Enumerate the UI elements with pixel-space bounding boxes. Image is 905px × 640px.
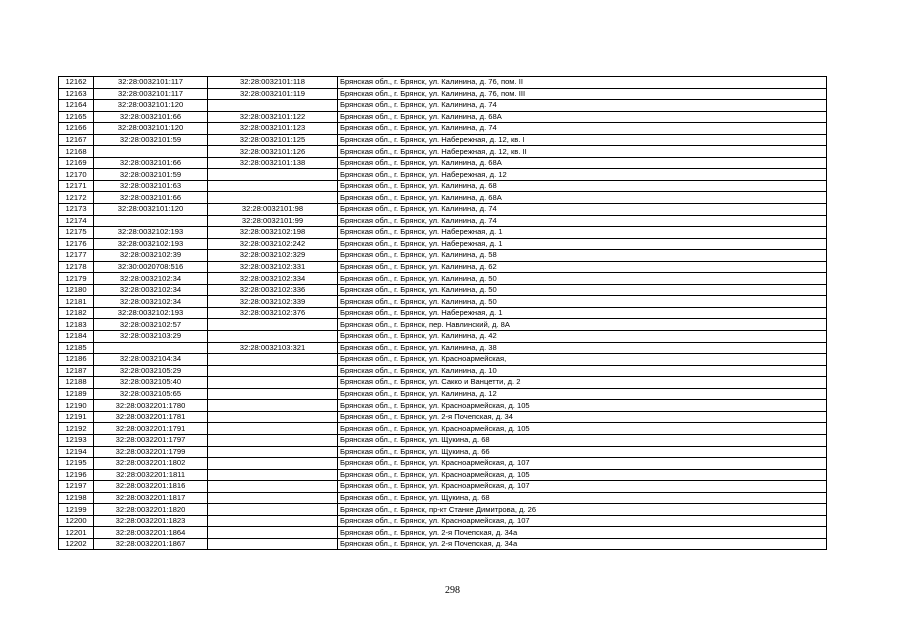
object-cadastral-number-cell: 32:28:0032101:118 — [208, 77, 338, 89]
address-cell: Брянская обл., г. Брянск, ул. Калинина, д. 50 — [338, 273, 827, 285]
table-row — [59, 307, 827, 319]
row-number-cell: 12182 — [59, 307, 94, 319]
address-cell: Брянская обл., г. Брянск, ул. Калинина, д. 58 — [338, 250, 827, 262]
cadastral-number-cell: 32:28:0032201:1797 — [94, 434, 208, 446]
table-row — [59, 123, 827, 135]
cadastral-number-cell: 32:28:0032102:34 — [94, 273, 208, 285]
object-cadastral-number-cell — [208, 365, 338, 377]
address-cell: Брянская обл., г. Брянск, ул. Калинина, д. 74 — [338, 100, 827, 112]
cadastral-number-cell: 32:28:0032201:1864 — [94, 527, 208, 539]
row-number-cell: 12167 — [59, 134, 94, 146]
table-row — [59, 423, 827, 435]
cadastral-number-cell: 32:28:0032101:117 — [94, 88, 208, 100]
cadastral-number-cell: 32:28:0032101:59 — [94, 169, 208, 181]
row-number-cell: 12172 — [59, 192, 94, 204]
cadastral-number-cell: 32:28:0032101:66 — [94, 192, 208, 204]
row-number-cell: 12188 — [59, 377, 94, 389]
row-number-cell: 12162 — [59, 77, 94, 89]
table-row — [59, 446, 827, 458]
table-row — [59, 146, 827, 158]
cadastral-number-cell: 32:28:0032201:1816 — [94, 481, 208, 493]
row-number-cell: 12175 — [59, 227, 94, 239]
row-number-cell: 12193 — [59, 434, 94, 446]
row-number-cell: 12191 — [59, 411, 94, 423]
row-number-cell: 12187 — [59, 365, 94, 377]
address-cell: Брянская обл., г. Брянск, ул. Калинина, д. 62 — [338, 261, 827, 273]
cadastral-number-cell: 32:28:0032201:1781 — [94, 411, 208, 423]
cadastral-number-cell: 32:28:0032105:65 — [94, 388, 208, 400]
row-number-cell: 12192 — [59, 423, 94, 435]
cadastral-number-cell: 32:28:0032101:66 — [94, 111, 208, 123]
address-cell: Брянская обл., г. Брянск, ул. Красноармейская, — [338, 354, 827, 366]
row-number-cell: 12199 — [59, 504, 94, 516]
object-cadastral-number-cell — [208, 446, 338, 458]
row-number-cell: 12200 — [59, 515, 94, 527]
object-cadastral-number-cell: 32:28:0032102:336 — [208, 284, 338, 296]
cadastral-number-cell: 32:28:0032103:29 — [94, 331, 208, 343]
row-number-cell: 12201 — [59, 527, 94, 539]
address-cell: Брянская обл., г. Брянск, ул. Красноармейская, д. 107 — [338, 515, 827, 527]
table-row — [59, 227, 827, 239]
cadastral-number-cell: 32:28:0032105:29 — [94, 365, 208, 377]
page-number: 298 — [445, 585, 460, 596]
address-cell: Брянская обл., г. Брянск, пр-кт Станке Димитрова, д. 26 — [338, 504, 827, 516]
table-row — [59, 88, 827, 100]
cadastral-number-cell: 32:28:0032201:1780 — [94, 400, 208, 412]
table-row — [59, 77, 827, 89]
object-cadastral-number-cell — [208, 527, 338, 539]
cadastral-number-cell: 32:28:0032105:40 — [94, 377, 208, 389]
object-cadastral-number-cell: 32:28:0032101:126 — [208, 146, 338, 158]
row-number-cell: 12190 — [59, 400, 94, 412]
object-cadastral-number-cell: 32:28:0032103:321 — [208, 342, 338, 354]
row-number-cell: 12195 — [59, 458, 94, 470]
row-number-cell: 12178 — [59, 261, 94, 273]
table-row — [59, 134, 827, 146]
row-number-cell: 12196 — [59, 469, 94, 481]
object-cadastral-number-cell — [208, 434, 338, 446]
row-number-cell: 12189 — [59, 388, 94, 400]
address-cell: Брянская обл., г. Брянск, ул. Набережная, д. 12 — [338, 169, 827, 181]
cadastral-number-cell: 32:28:0032102:193 — [94, 227, 208, 239]
object-cadastral-number-cell — [208, 458, 338, 470]
object-cadastral-number-cell: 32:28:0032102:331 — [208, 261, 338, 273]
table-row — [59, 492, 827, 504]
row-number-cell: 12181 — [59, 296, 94, 308]
cadastral-number-cell: 32:28:0032201:1823 — [94, 515, 208, 527]
object-cadastral-number-cell: 32:28:0032101:119 — [208, 88, 338, 100]
cadastral-number-cell: 32:28:0032201:1820 — [94, 504, 208, 516]
table-row — [59, 481, 827, 493]
object-cadastral-number-cell: 32:28:0032101:123 — [208, 123, 338, 135]
row-number-cell: 12194 — [59, 446, 94, 458]
cadastral-number-cell — [94, 146, 208, 158]
address-cell: Брянская обл., г. Брянск, ул. Калинина, д. 74 — [338, 215, 827, 227]
address-cell: Брянская обл., г. Брянск, пер. Навлинский, д. 8А — [338, 319, 827, 331]
address-cell: Брянская обл., г. Брянск, ул. Красноармейская, д. 105 — [338, 400, 827, 412]
table-row — [59, 411, 827, 423]
object-cadastral-number-cell: 32:28:0032102:242 — [208, 238, 338, 250]
object-cadastral-number-cell: 32:28:0032101:125 — [208, 134, 338, 146]
row-number-cell: 12174 — [59, 215, 94, 227]
registry-table-body — [59, 77, 827, 550]
address-cell: Брянская обл., г. Брянск, ул. Калинина, д. 68 — [338, 180, 827, 192]
table-row — [59, 458, 827, 470]
cadastral-number-cell: 32:28:0032101:66 — [94, 157, 208, 169]
address-cell: Брянская обл., г. Брянск, ул. Калинина, д. 50 — [338, 296, 827, 308]
table-row — [59, 434, 827, 446]
address-cell: Брянская обл., г. Брянск, ул. 2-я Почепская, д. 34а — [338, 527, 827, 539]
address-cell: Брянская обл., г. Брянск, ул. Калинина, д. 50 — [338, 284, 827, 296]
table-row — [59, 192, 827, 204]
cadastral-number-cell: 32:28:0032102:193 — [94, 238, 208, 250]
table-row — [59, 400, 827, 412]
address-cell: Брянская обл., г. Брянск, ул. Сакко и Ванцетти, д. 2 — [338, 377, 827, 389]
address-cell: Брянская обл., г. Брянск, ул. Калинина, д. 74 — [338, 123, 827, 135]
object-cadastral-number-cell: 32:28:0032102:376 — [208, 307, 338, 319]
address-cell: Брянская обл., г. Брянск, ул. Калинина, д. 10 — [338, 365, 827, 377]
cadastral-number-cell: 32:28:0032201:1802 — [94, 458, 208, 470]
cadastral-number-cell: 32:30:0020708:516 — [94, 261, 208, 273]
row-number-cell: 12170 — [59, 169, 94, 181]
table-row — [59, 538, 827, 550]
cadastral-number-cell: 32:28:0032101:120 — [94, 123, 208, 135]
address-cell: Брянская обл., г. Брянск, ул. Калинина, д. 76, пом. II — [338, 77, 827, 89]
cadastral-number-cell: 32:28:0032201:1791 — [94, 423, 208, 435]
address-cell: Брянская обл., г. Брянск, ул. Набережная, д. 1 — [338, 227, 827, 239]
table-row — [59, 215, 827, 227]
table-row — [59, 157, 827, 169]
cadastral-number-cell — [94, 215, 208, 227]
table-row — [59, 111, 827, 123]
row-number-cell: 12185 — [59, 342, 94, 354]
object-cadastral-number-cell — [208, 469, 338, 481]
row-number-cell: 12168 — [59, 146, 94, 158]
cadastral-number-cell: 32:28:0032102:39 — [94, 250, 208, 262]
address-cell: Брянская обл., г. Брянск, ул. 2-я Почепская, д. 34 — [338, 411, 827, 423]
address-cell: Брянская обл., г. Брянск, ул. Щукина, д. 68 — [338, 434, 827, 446]
cadastral-number-cell: 32:28:0032101:120 — [94, 100, 208, 112]
row-number-cell: 12202 — [59, 538, 94, 550]
table-row — [59, 515, 827, 527]
table-row — [59, 377, 827, 389]
address-cell: Брянская обл., г. Брянск, ул. Красноармейская, д. 107 — [338, 481, 827, 493]
address-cell: Брянская обл., г. Брянск, ул. Калинина, д. 68А — [338, 157, 827, 169]
cadastral-registry-table — [58, 76, 827, 550]
row-number-cell: 12180 — [59, 284, 94, 296]
cadastral-number-cell: 32:28:0032201:1867 — [94, 538, 208, 550]
table-row — [59, 365, 827, 377]
table-row — [59, 250, 827, 262]
row-number-cell: 12197 — [59, 481, 94, 493]
object-cadastral-number-cell: 32:28:0032101:98 — [208, 204, 338, 216]
object-cadastral-number-cell: 32:28:0032102:329 — [208, 250, 338, 262]
cadastral-number-cell: 32:28:0032101:117 — [94, 77, 208, 89]
cadastral-number-cell: 32:28:0032102:34 — [94, 284, 208, 296]
table-row — [59, 354, 827, 366]
table-row — [59, 319, 827, 331]
table-row — [59, 296, 827, 308]
address-cell: Брянская обл., г. Брянск, ул. Набережная, д. 1 — [338, 238, 827, 250]
row-number-cell: 12163 — [59, 88, 94, 100]
object-cadastral-number-cell: 32:28:0032102:339 — [208, 296, 338, 308]
address-cell: Брянская обл., г. Брянск, ул. Калинина, д. 42 — [338, 331, 827, 343]
object-cadastral-number-cell — [208, 423, 338, 435]
object-cadastral-number-cell — [208, 192, 338, 204]
object-cadastral-number-cell — [208, 400, 338, 412]
object-cadastral-number-cell — [208, 319, 338, 331]
object-cadastral-number-cell — [208, 492, 338, 504]
cadastral-number-cell: 32:28:0032101:59 — [94, 134, 208, 146]
address-cell: Брянская обл., г. Брянск, ул. Набережная, д. 1 — [338, 307, 827, 319]
row-number-cell: 12176 — [59, 238, 94, 250]
object-cadastral-number-cell — [208, 354, 338, 366]
address-cell: Брянская обл., г. Брянск, ул. Щукина, д. 68 — [338, 492, 827, 504]
address-cell: Брянская обл., г. Брянск, ул. Щукина, д. 66 — [338, 446, 827, 458]
table-row — [59, 204, 827, 216]
row-number-cell: 12171 — [59, 180, 94, 192]
object-cadastral-number-cell: 32:28:0032102:198 — [208, 227, 338, 239]
row-number-cell: 12173 — [59, 204, 94, 216]
address-cell: Брянская обл., г. Брянск, ул. Калинина, д. 12 — [338, 388, 827, 400]
cadastral-number-cell: 32:28:0032102:57 — [94, 319, 208, 331]
object-cadastral-number-cell — [208, 481, 338, 493]
object-cadastral-number-cell — [208, 377, 338, 389]
address-cell: Брянская обл., г. Брянск, ул. Калинина, д. 74 — [338, 204, 827, 216]
row-number-cell: 12169 — [59, 157, 94, 169]
row-number-cell: 12164 — [59, 100, 94, 112]
address-cell: Брянская обл., г. Брянск, ул. Красноармейская, д. 105 — [338, 469, 827, 481]
cadastral-number-cell: 32:28:0032102:193 — [94, 307, 208, 319]
table-row — [59, 238, 827, 250]
table-row — [59, 273, 827, 285]
address-cell: Брянская обл., г. Брянск, ул. Калинина, д. 68А — [338, 192, 827, 204]
address-cell: Брянская обл., г. Брянск, ул. Набережная, д. 12, кв. II — [338, 146, 827, 158]
object-cadastral-number-cell — [208, 169, 338, 181]
address-cell: Брянская обл., г. Брянск, ул. Калинина, д. 76, пом. III — [338, 88, 827, 100]
table-row — [59, 169, 827, 181]
cadastral-number-cell: 32:28:0032101:63 — [94, 180, 208, 192]
address-cell: Брянская обл., г. Брянск, ул. Красноармейская, д. 107 — [338, 458, 827, 470]
object-cadastral-number-cell: 32:28:0032101:99 — [208, 215, 338, 227]
object-cadastral-number-cell — [208, 331, 338, 343]
row-number-cell: 12165 — [59, 111, 94, 123]
address-cell: Брянская обл., г. Брянск, ул. 2-я Почепская, д. 34а — [338, 538, 827, 550]
cadastral-number-cell: 32:28:0032201:1799 — [94, 446, 208, 458]
cadastral-number-cell: 32:28:0032102:34 — [94, 296, 208, 308]
cadastral-number-cell: 32:28:0032201:1817 — [94, 492, 208, 504]
row-number-cell: 12183 — [59, 319, 94, 331]
row-number-cell: 12166 — [59, 123, 94, 135]
table-row — [59, 261, 827, 273]
object-cadastral-number-cell — [208, 388, 338, 400]
table-row — [59, 504, 827, 516]
table-row — [59, 342, 827, 354]
address-cell: Брянская обл., г. Брянск, ул. Калинина, д. 38 — [338, 342, 827, 354]
table-row — [59, 284, 827, 296]
object-cadastral-number-cell: 32:28:0032102:334 — [208, 273, 338, 285]
address-cell: Брянская обл., г. Брянск, ул. Набережная, д. 12, кв. I — [338, 134, 827, 146]
object-cadastral-number-cell — [208, 411, 338, 423]
table-row — [59, 100, 827, 112]
object-cadastral-number-cell — [208, 538, 338, 550]
table-row — [59, 527, 827, 539]
table-row — [59, 469, 827, 481]
address-cell: Брянская обл., г. Брянск, ул. Калинина, д. 68А — [338, 111, 827, 123]
object-cadastral-number-cell: 32:28:0032101:122 — [208, 111, 338, 123]
object-cadastral-number-cell — [208, 515, 338, 527]
cadastral-number-cell: 32:28:0032101:120 — [94, 204, 208, 216]
table-row — [59, 180, 827, 192]
address-cell: Брянская обл., г. Брянск, ул. Красноармейская, д. 105 — [338, 423, 827, 435]
object-cadastral-number-cell — [208, 504, 338, 516]
row-number-cell: 12198 — [59, 492, 94, 504]
cadastral-number-cell — [94, 342, 208, 354]
row-number-cell: 12179 — [59, 273, 94, 285]
row-number-cell: 12184 — [59, 331, 94, 343]
table-row — [59, 388, 827, 400]
object-cadastral-number-cell: 32:28:0032101:138 — [208, 157, 338, 169]
object-cadastral-number-cell — [208, 180, 338, 192]
cadastral-number-cell: 32:28:0032104:34 — [94, 354, 208, 366]
row-number-cell: 12186 — [59, 354, 94, 366]
object-cadastral-number-cell — [208, 100, 338, 112]
table-row — [59, 331, 827, 343]
row-number-cell: 12177 — [59, 250, 94, 262]
cadastral-number-cell: 32:28:0032201:1811 — [94, 469, 208, 481]
